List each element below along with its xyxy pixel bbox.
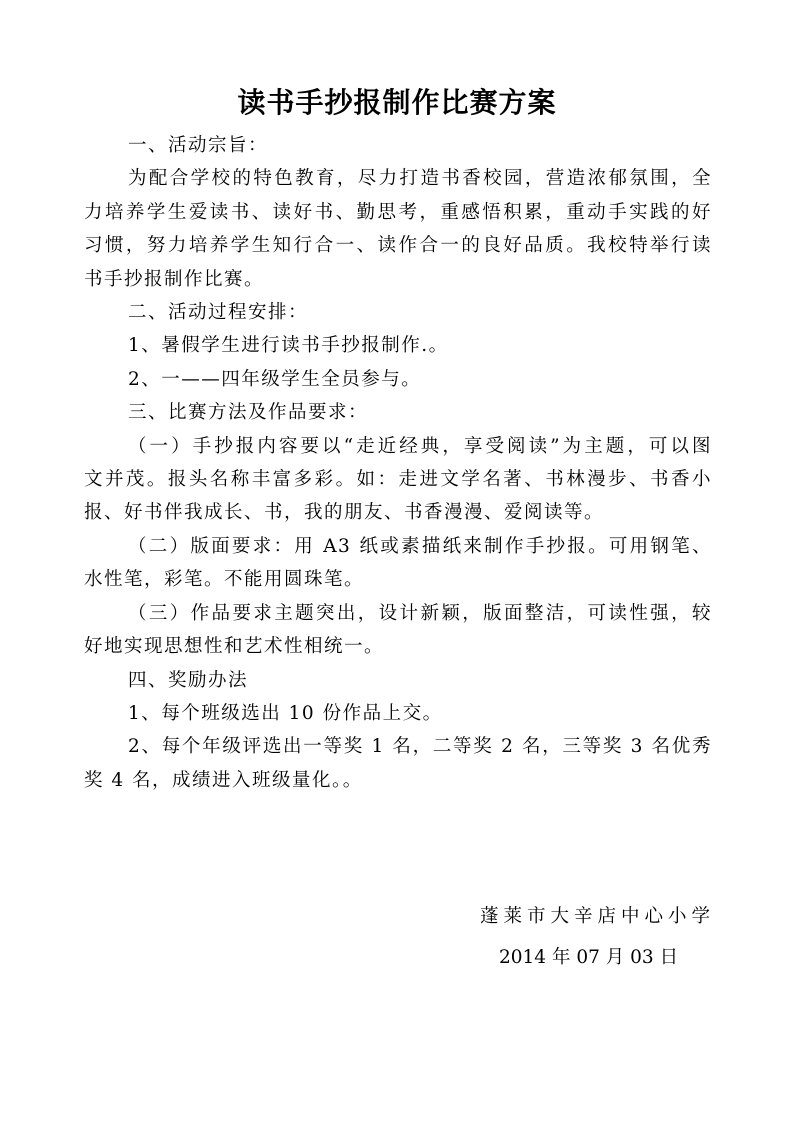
- reward-item-2-line: 奖 4 名，成绩进入班级量化。。: [84, 769, 363, 791]
- purpose-paragraph-line: 力培养学生爱读书、读好书、勤思考，重感悟积累，重动手实践的好: [84, 201, 712, 223]
- section-heading-purpose: 一、活动宗旨：: [128, 135, 269, 156]
- section-heading-rewards: 四、奖励办法: [128, 669, 249, 691]
- requirement-item-3-line: （三）作品要求主题突出，设计新颖，版面整洁，可读性强，较: [128, 602, 712, 624]
- arrangement-item: 1、暑假学生进行读书手抄报制作.。: [128, 335, 449, 357]
- requirement-item-1-line: 报、好书伴我成长、书，我的朋友、书香漫漫、爱阅读等。: [84, 502, 605, 524]
- section-heading-arrangement: 二、活动过程安排：: [128, 302, 309, 324]
- requirement-item-2-line: （二）版面要求：用 A3 纸或素描纸来制作手抄报。可用钢笔、: [128, 535, 712, 557]
- purpose-paragraph-line: 为配合学校的特色教育，尽力打造书香校园，营造浓郁氛围，全: [128, 168, 712, 190]
- signature-date: 2014 年 07 月 03 日: [499, 947, 679, 968]
- purpose-paragraph-line: 习惯，努力培养学生知行合一、读作合一的良好品质。我校特举行读: [84, 235, 712, 257]
- document-body: [84, 129, 712, 797]
- purpose-paragraph-line: 书手抄报制作比赛。: [84, 268, 265, 290]
- requirement-item-1-line: （一）手抄报内容要以“走近经典，享受阅读”为主题，可以图: [128, 435, 712, 457]
- reward-item-1: 1、每个班级选出 10 份作品上交。: [128, 702, 443, 724]
- arrangement-item: 2、一——四年级学生全员参与。: [128, 368, 422, 390]
- signature-school: 蓬莱市大辛店中心小学: [480, 906, 716, 927]
- requirement-item-3-line: 好地实现思想性和艺术性相统一。: [84, 636, 385, 658]
- requirement-item-2-line: 水性笔，彩笔。不能用圆珠笔。: [84, 569, 365, 591]
- requirement-item-1-line: 文并茂。报头名称丰富多彩。如：走进文学名著、书林漫步、书香小: [84, 469, 712, 491]
- document-title: 读书手抄报制作比赛方案: [237, 86, 557, 119]
- reward-item-2-line: 2、每个年级评选出一等奖 1 名，二等奖 2 名，三等奖 3 名优秀: [128, 736, 712, 758]
- section-heading-requirements: 三、比赛方法及作品要求：: [128, 402, 369, 424]
